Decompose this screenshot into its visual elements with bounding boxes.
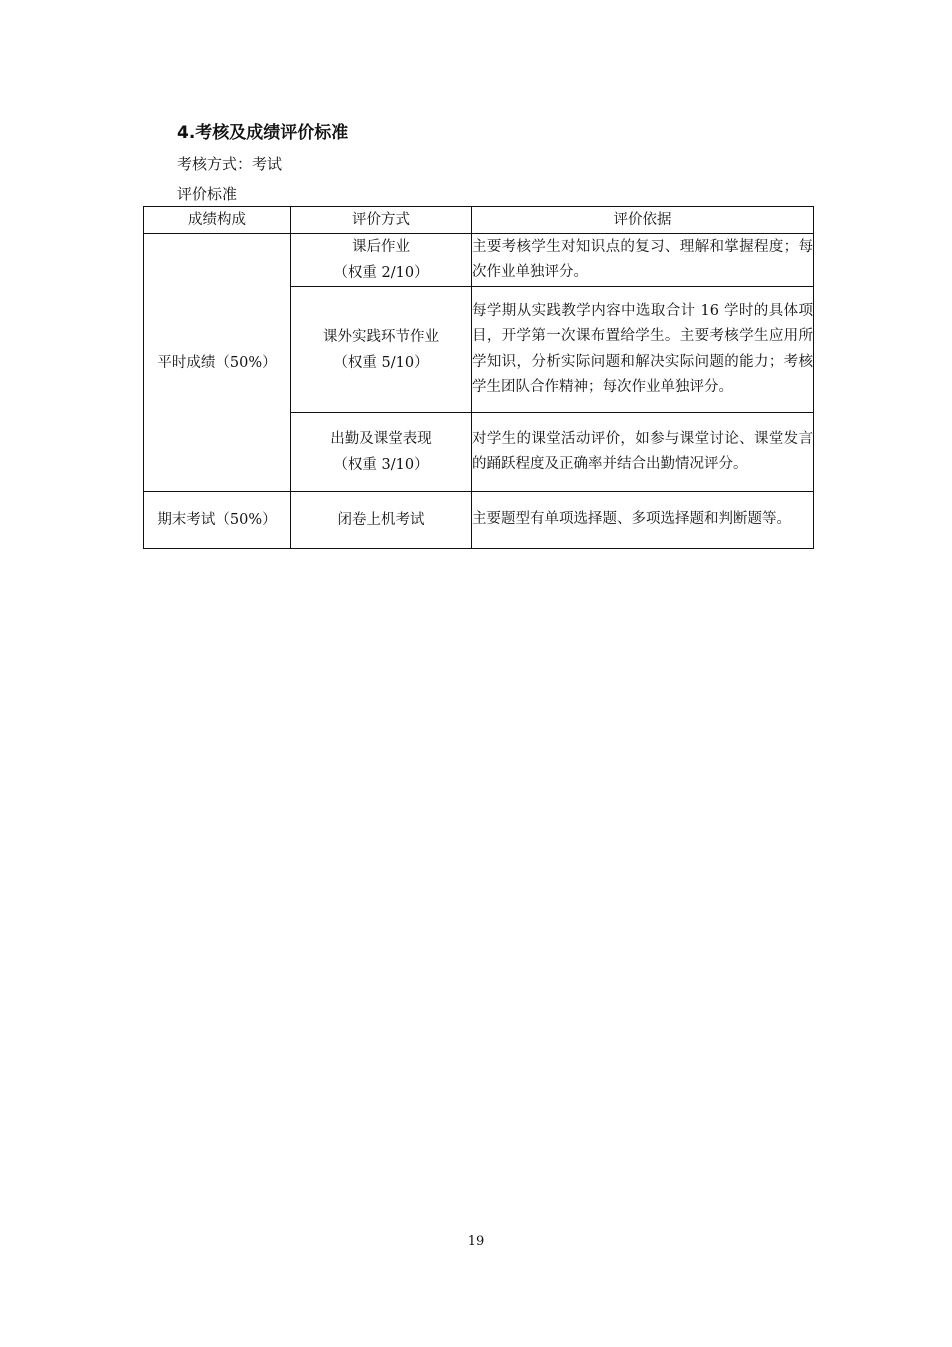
method-label: 课后作业 xyxy=(352,239,410,255)
method-cell xyxy=(291,413,472,492)
method-weight: （权重 3/10） xyxy=(333,457,429,473)
method-cell xyxy=(291,287,472,413)
section-title: 4.考核及成绩评价标准 xyxy=(177,123,349,143)
header-component: 成绩构成 xyxy=(144,207,291,234)
basis-cell: 主要题型有单项选择题、多项选择题和判断题等。 xyxy=(472,492,814,549)
criteria-label: 评价标准 xyxy=(177,185,238,203)
component-cell: 平时成绩（50%） xyxy=(144,234,291,492)
method-weight: （权重 5/10） xyxy=(333,354,429,371)
method-label: 闭卷上机考试 xyxy=(337,512,425,528)
basis-cell: 对学生的课堂活动评价，如参与课堂讨论、课堂发言的踊跃程度及正确率并结合出勤情况评分。 xyxy=(472,413,814,492)
method-label: 出勤及课堂表现 xyxy=(330,431,432,447)
method-cell xyxy=(291,492,472,549)
table-header-row xyxy=(144,207,814,234)
assessment-method: 考核方式：考试 xyxy=(177,155,283,173)
component-cell: 期末考试（50%） xyxy=(144,492,291,549)
method-weight: （权重 2/10） xyxy=(333,265,429,281)
basis-cell: 主要考核学生对知识点的复习、理解和掌握程度；每次作业单独评分。 xyxy=(472,234,814,287)
table-row xyxy=(144,234,814,287)
table-row xyxy=(144,492,814,549)
header-method: 评价方式 xyxy=(291,207,472,234)
method-cell xyxy=(291,234,472,287)
header-basis: 评价依据 xyxy=(472,207,814,234)
grading-table xyxy=(143,206,814,549)
page-number: 19 xyxy=(467,1234,485,1249)
basis-cell: 每学期从实践教学内容中选取合计 16 学时的具体项目，开学第一次课布置给学生。主要考核学生应用所学知识，分析实际问题和解决实际问题的能力；考核学生团队合作精神；每次作业单独评分。 xyxy=(472,287,814,413)
method-label: 课外实践环节作业 xyxy=(323,328,439,345)
